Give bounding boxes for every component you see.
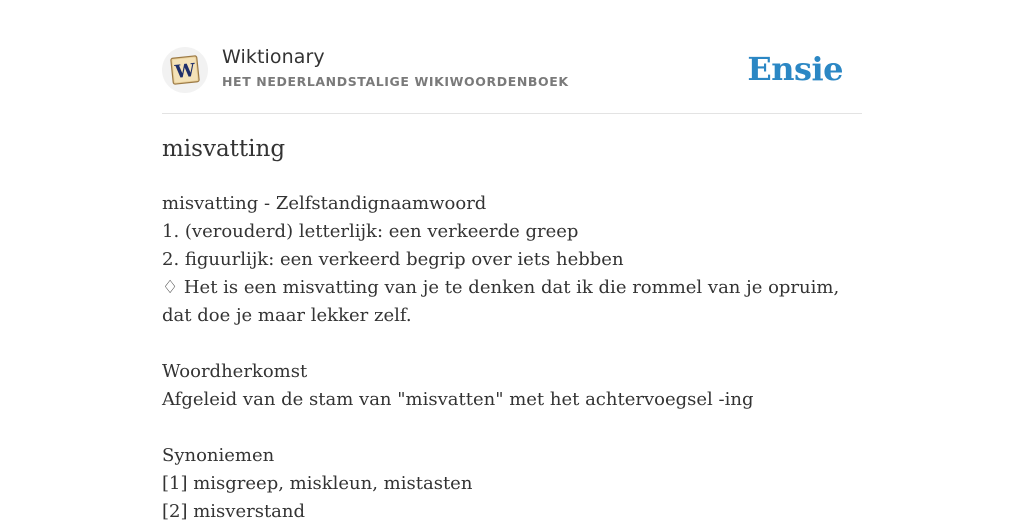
site-name[interactable]: Wiktionary (222, 46, 325, 68)
site-header (162, 0, 862, 114)
page-container (162, 0, 862, 522)
synonyms-heading: Synoniemen (162, 445, 275, 466)
site-subtitle: HET NEDERLANDSTALIGE WIKIWOORDENBOEK (222, 74, 569, 89)
logo-letter: W (174, 59, 197, 83)
spacer (162, 414, 862, 442)
site-logo[interactable] (162, 47, 208, 93)
definition-2: 2. figuurlijk: een verkeerd begrip over iets hebben (162, 249, 624, 270)
spacer (162, 330, 862, 358)
example-sentence: ♢ Het is een misvatting van je te denken dat ik die rommel van je opruim, dat doe je maar lekker zelf. (162, 277, 840, 326)
etymology-text: Afgeleid van de stam van "misvatten" met het achtervoegsel -ing (162, 389, 754, 410)
definition-1: 1. (verouderd) letterlijk: een verkeerde greep (162, 221, 579, 242)
wiktionary-logo-icon (170, 55, 201, 86)
entry-content (162, 190, 862, 526)
page-title: misvatting (162, 136, 286, 162)
synonyms-2: [2] misverstand (162, 501, 306, 522)
brand-logo-link[interactable]: Ensie (747, 50, 843, 88)
etymology-heading: Woordherkomst (162, 361, 308, 382)
entry-headline: misvatting - Zelfstandignaamwoord (162, 193, 487, 214)
synonyms-1: [1] misgreep, miskleun, mistasten (162, 473, 473, 494)
